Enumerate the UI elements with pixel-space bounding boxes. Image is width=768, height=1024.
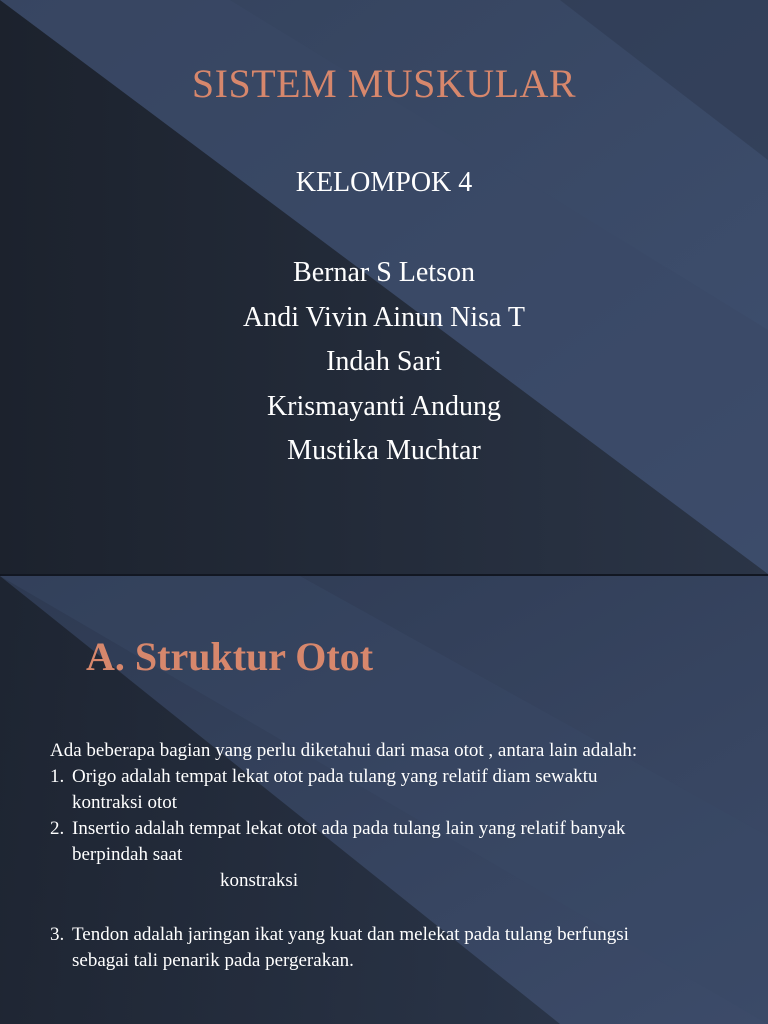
member-name: Andi Vivin Ainun Nisa T (243, 301, 525, 333)
intro-text: Ada beberapa bagian yang perlu diketahui dari masa otot , antara lain adalah: (50, 740, 638, 761)
item-number: 1. (50, 766, 65, 787)
item-text: Insertio adalah tempat lekat otot ada pada tulang lain yang relatif banyak (72, 818, 626, 839)
item-number: 3. (50, 924, 65, 945)
item-text-continued: kontraksi otot (72, 792, 178, 813)
member-name: Bernar S Letson (293, 257, 475, 288)
group-label: KELOMPOK 4 (295, 167, 473, 198)
member-name: Krismayanti Andung (266, 390, 502, 422)
content-body (50, 738, 750, 974)
list-item (50, 816, 750, 894)
item-text: Origo adalah tempat lekat otot pada tulang yang relatif diam sewaktu (72, 766, 598, 787)
member-name: Mustika Muchtar (287, 435, 481, 466)
member-list (0, 253, 768, 476)
slide-title: SISTEM MUSKULAR (191, 61, 577, 106)
item-text-continued: berpindah saat (72, 844, 183, 865)
section-heading: A. Struktur Otot (86, 634, 374, 679)
list-item (50, 922, 750, 974)
item-text-continued: konstraksi (220, 870, 299, 891)
item-text-continued: sebagai tali penarik pada pergerakan. (72, 950, 354, 971)
member-name: Indah Sari (326, 346, 442, 377)
item-number: 2. (50, 818, 65, 839)
list-item (50, 764, 750, 816)
item-text: Tendon adalah jaringan ikat yang kuat dan melekat pada tulang berfungsi (72, 924, 629, 945)
